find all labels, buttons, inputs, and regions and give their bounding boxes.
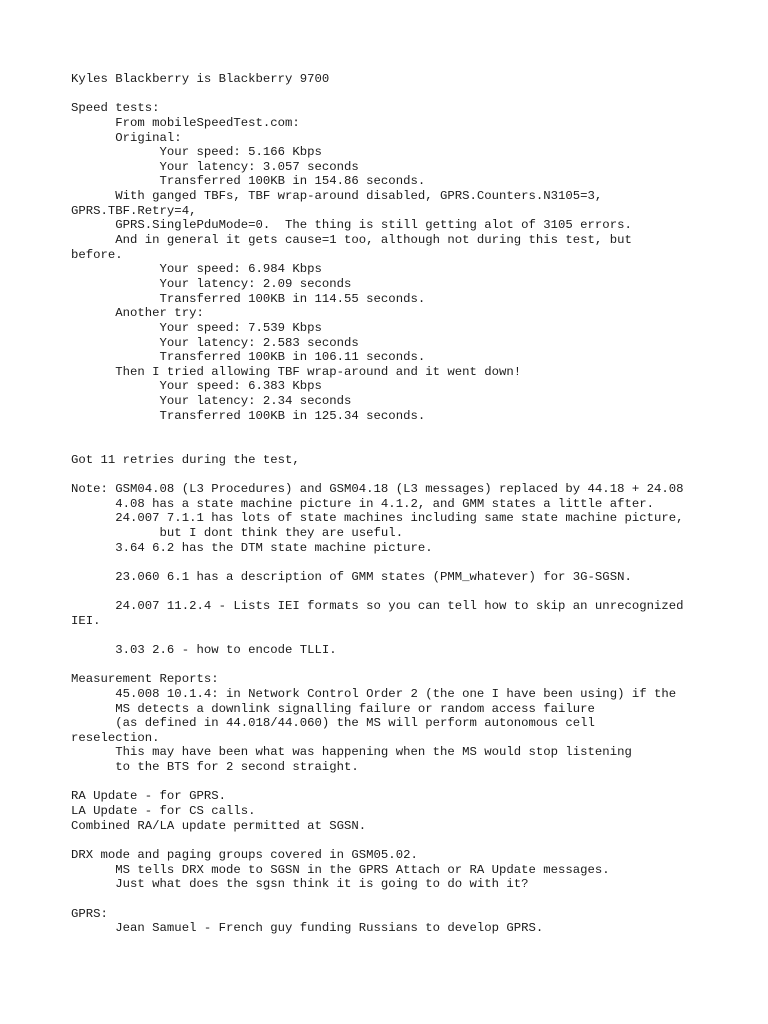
text-line: Original: xyxy=(71,130,182,145)
text-line: LA Update - for CS calls. xyxy=(71,804,256,819)
text-line: From mobileSpeedTest.com: xyxy=(71,115,300,130)
text-line: Note: GSM04.08 (L3 Procedures) and GSM04.18 (L3 messages) replaced by 44.18 + 24.08 xyxy=(71,481,684,496)
text-line: 24.007 7.1.1 has lots of state machines including same state machine picture, xyxy=(71,511,684,526)
text-line: Jean Samuel - French guy funding Russians to develop GPRS. xyxy=(71,921,544,936)
text-line: Transferred 100KB in 114.55 seconds. xyxy=(71,291,426,306)
text-line: DRX mode and paging groups covered in GSM05.02. xyxy=(71,847,418,862)
text-line: This may have been what was happening when the MS would stop listening xyxy=(71,745,632,760)
text-line: Measurement Reports: xyxy=(71,672,219,687)
text-line: 4.08 has a state machine picture in 4.1.2, and GMM states a little after. xyxy=(71,496,654,511)
blank-line xyxy=(71,467,751,482)
text-line: Another try: xyxy=(71,306,204,321)
text-line: 3.03 2.6 - how to encode TLLI. xyxy=(71,642,337,657)
blank-line xyxy=(71,584,751,599)
text-line: Transferred 100KB in 125.34 seconds. xyxy=(71,408,426,423)
document-page xyxy=(71,72,751,936)
text-line: Kyles Blackberry is Blackberry 9700 xyxy=(71,72,330,86)
text-line: Combined RA/LA update permitted at SGSN. xyxy=(71,818,367,833)
blank-line xyxy=(71,775,751,790)
text-line: before. xyxy=(71,247,123,262)
text-line: RA Update - for GPRS. xyxy=(71,789,226,804)
text-line: Your latency: 2.34 seconds xyxy=(71,394,352,409)
text-line: MS tells DRX mode to SGSN in the GPRS Attach or RA Update messages. xyxy=(71,862,610,877)
text-line: With ganged TBFs, TBF wrap-around disabled, GPRS.Counters.N3105=3, xyxy=(71,189,603,204)
blank-line xyxy=(71,87,751,102)
text-line: 24.007 11.2.4 - Lists IEI formats so you can tell how to skip an unrecognized xyxy=(71,599,684,614)
text-line: GPRS.SinglePduMode=0. The thing is still getting alot of 3105 errors. xyxy=(71,218,632,233)
blank-line xyxy=(71,833,751,848)
text-line: Your speed: 5.166 Kbps xyxy=(71,145,322,160)
text-line: 45.008 10.1.4: in Network Control Order 2 (the one I have been using) if the xyxy=(71,686,677,701)
text-line: reselection. xyxy=(71,730,160,745)
text-line: 3.64 6.2 has the DTM state machine picture. xyxy=(71,540,433,555)
blank-line xyxy=(71,423,751,438)
text-line: Your speed: 6.984 Kbps xyxy=(71,262,322,277)
blank-line xyxy=(71,892,751,907)
text-line: Got 11 retries during the test, xyxy=(71,452,300,467)
blank-line xyxy=(71,658,751,673)
text-line: And in general it gets cause=1 too, although not during this test, but xyxy=(71,233,632,248)
text-line: Speed tests: xyxy=(71,101,160,116)
text-line: Your speed: 7.539 Kbps xyxy=(71,320,322,335)
text-line: Then I tried allowing TBF wrap-around and it went down! xyxy=(71,364,522,379)
blank-line xyxy=(71,555,751,570)
text-line: Just what does the sgsn think it is going to do with it? xyxy=(71,877,529,892)
text-line: (as defined in 44.018/44.060) the MS will perform autonomous cell xyxy=(71,716,595,731)
text-line: Transferred 100KB in 154.86 seconds. xyxy=(71,174,426,189)
text-line: IEI. xyxy=(71,613,101,628)
text-line: Your latency: 2.09 seconds xyxy=(71,276,352,291)
text-line: Your latency: 3.057 seconds xyxy=(71,159,359,174)
blank-line xyxy=(71,628,751,643)
text-line: Transferred 100KB in 106.11 seconds. xyxy=(71,350,426,365)
blank-line xyxy=(71,438,751,453)
text-line: to the BTS for 2 second straight. xyxy=(71,760,359,775)
text-line: 23.060 6.1 has a description of GMM states (PMM_whatever) for 3G-SGSN. xyxy=(71,569,632,584)
text-line: Your speed: 6.383 Kbps xyxy=(71,379,322,394)
text-line: Your latency: 2.583 seconds xyxy=(71,335,359,350)
text-line: but I dont think they are useful. xyxy=(71,525,404,540)
text-line: GPRS: xyxy=(71,906,108,921)
text-line: MS detects a downlink signalling failure or random access failure xyxy=(71,701,595,716)
text-line: GPRS.TBF.Retry=4, xyxy=(71,203,197,218)
